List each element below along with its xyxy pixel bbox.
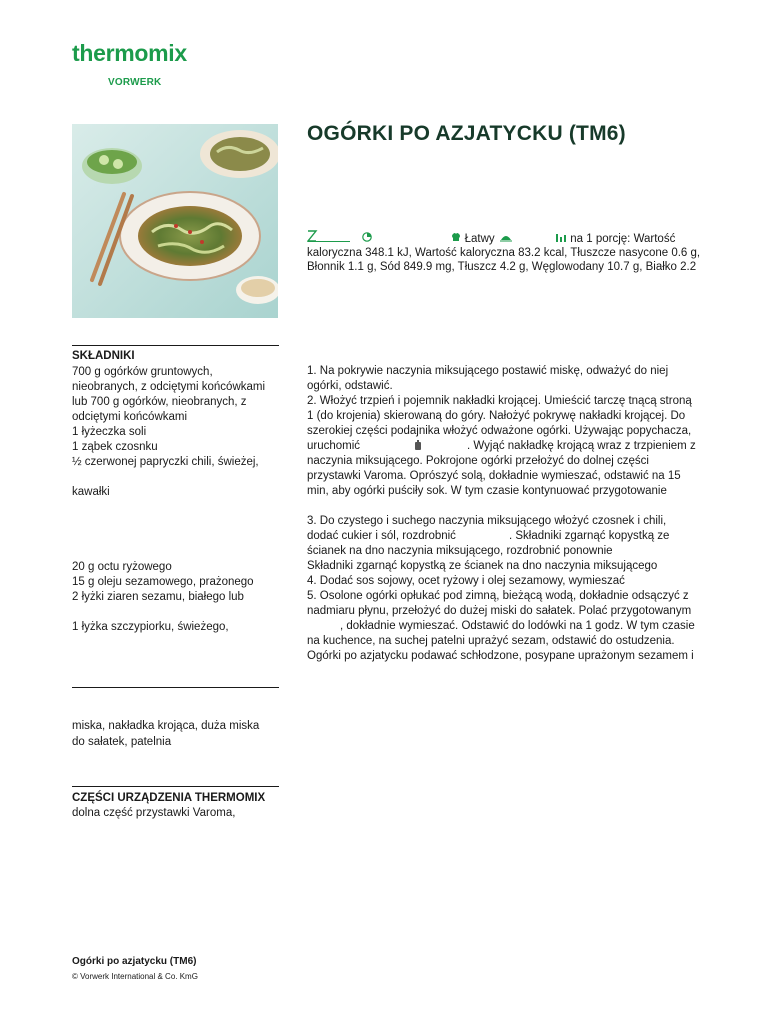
ingredient-line: 1 łyżeczka soli	[72, 426, 147, 438]
step-line: 5. Osolone ogórki opłukać pod zimną, bieżącą wodą, dokładnie odsączyć z	[307, 590, 689, 602]
accessories-line: miska, nakładka krojąca, duża miska	[72, 720, 260, 732]
accessories-line: do sałatek, patelnia	[72, 736, 172, 748]
recipe-photo-illustration	[72, 124, 278, 318]
ingredient-line: 1 ząbek czosnku	[72, 441, 158, 453]
nutrition-intro: na 1 porcję:	[570, 233, 631, 245]
step-line: uruchomić	[307, 440, 361, 452]
servings-icon	[500, 232, 512, 246]
step-line: dodać cukier i sól, rozdrobnić	[307, 530, 456, 542]
nutrition-icon	[555, 232, 567, 246]
step-line: . Składniki zgarnąć kopystką ze	[509, 530, 670, 542]
step-line: min, aby ogórki puściły sok. W tym czasie kontynuować przygotowanie	[307, 485, 667, 497]
difficulty-icon	[451, 232, 461, 246]
ingredient-line: ½ czerwonej papryczki chili, świeżej,	[72, 456, 259, 468]
turbo-icon	[414, 437, 422, 455]
step-line: na kuchence, na suchej patelni uprażyć sezam, odstawić do ostudzenia.	[307, 635, 675, 647]
parts-divider	[72, 786, 279, 787]
parts-line: dolna część przystawki Varoma,	[72, 807, 236, 819]
total-time-icon	[362, 232, 372, 246]
brand-sub-logo: VORWERK	[108, 77, 162, 88]
preparation-time-icon	[307, 230, 351, 246]
ingredient-line: kawałki	[72, 486, 110, 498]
ingredient-line: 700 g ogórków gruntowych,	[72, 366, 213, 378]
ingredients-heading: SKŁADNIKI	[72, 350, 135, 362]
step-line: nadmiaru płynu, przełożyć do dużej miski do sałatek. Polać przygotowanym	[307, 605, 692, 617]
footer-copyright: © Vorwerk International & Co. KmG	[72, 972, 198, 981]
ingredient-line: lub 700 g ogórków, nieobranych, z	[72, 396, 247, 408]
step-line: 2. Włożyć trzpień i pojemnik nakładki krojącej. Umieścić tarczę tnącą stroną	[307, 395, 692, 407]
ingredient-line: odciętymi końcówkami	[72, 411, 188, 423]
ingredient-line: nieobranych, z odciętymi końcówkami	[72, 381, 266, 393]
brand-logo: thermomix	[72, 40, 187, 66]
ingredient-line: 15 g oleju sezamowego, prażonego	[72, 576, 254, 588]
step-line: . Wyjąć nakładkę krojącą wraz z trzpieniem z	[467, 440, 696, 452]
step-line: szerokiej części podajnika włożyć odważone ogórki. Używając popychacza,	[307, 425, 692, 437]
difficulty-label: Łatwy	[464, 233, 495, 245]
ingredient-line: 2 łyżki ziaren sezamu, białego lub	[72, 591, 244, 603]
step-line: 4. Dodać sos sojowy, ocet ryżowy i olej sezamowy, wymieszać	[307, 575, 625, 587]
parts-heading: CZĘŚCI URZĄDZENIA THERMOMIX	[72, 792, 266, 804]
recipe-title: OGÓRKI PO AZJATYCKU (TM6)	[307, 122, 626, 145]
recipe-photo	[72, 124, 278, 318]
ingredient-line: 1 łyżka szczypiorku, świeżego,	[72, 621, 229, 633]
step-line: ścianek na dno naczynia miksującego, rozdrobnić ponownie	[307, 545, 613, 557]
step-line: przystawki Varoma. Oprószyć solą, dokładnie wymieszać, odstawić na 15	[307, 470, 681, 482]
accessories-divider	[72, 687, 279, 688]
step-line: Ogórki po azjatycku podawać schłodzone, posypane uprażonym sezamem i	[307, 650, 694, 662]
step-line: , dokładnie wymieszać. Odstawić do lodówki na 1 godz. W tym czasie	[340, 620, 695, 632]
step-line: 1. Na pokrywie naczynia miksującego postawić miskę, odważyć do niej	[307, 365, 669, 377]
step-line: ogórki, odstawić.	[307, 380, 393, 392]
nutrition-values: Wartość kaloryczna 348.1 kJ, Wartość kaloryczna 83.2 kcal, Tłuszcze nasycone 0.6 g, Błonnik 1.1 g, Sód 849.9 mg, Tłuszcz 4.2 g, Węglowodany 10.7 g, Białko 2.2	[307, 233, 701, 273]
footer-title: Ogórki po azjatycku (TM6)	[72, 956, 197, 967]
recipe-stats	[307, 230, 707, 274]
ingredients-divider	[72, 345, 279, 346]
step-line: 3. Do czystego i suchego naczynia miksującego włożyć czosnek i chili,	[307, 515, 667, 527]
step-line: 1 (do krojenia) skierowaną do góry. Nałożyć pokrywę nakładki krojącej. Do	[307, 410, 686, 422]
step-line: Składniki zgarnąć kopystką ze ścianek na dno naczynia miksującego	[307, 560, 658, 572]
step-line: naczynia miksującego. Pokrojone ogórki przełożyć do dolnej części	[307, 455, 649, 467]
ingredient-line: 20 g octu ryżowego	[72, 561, 172, 573]
